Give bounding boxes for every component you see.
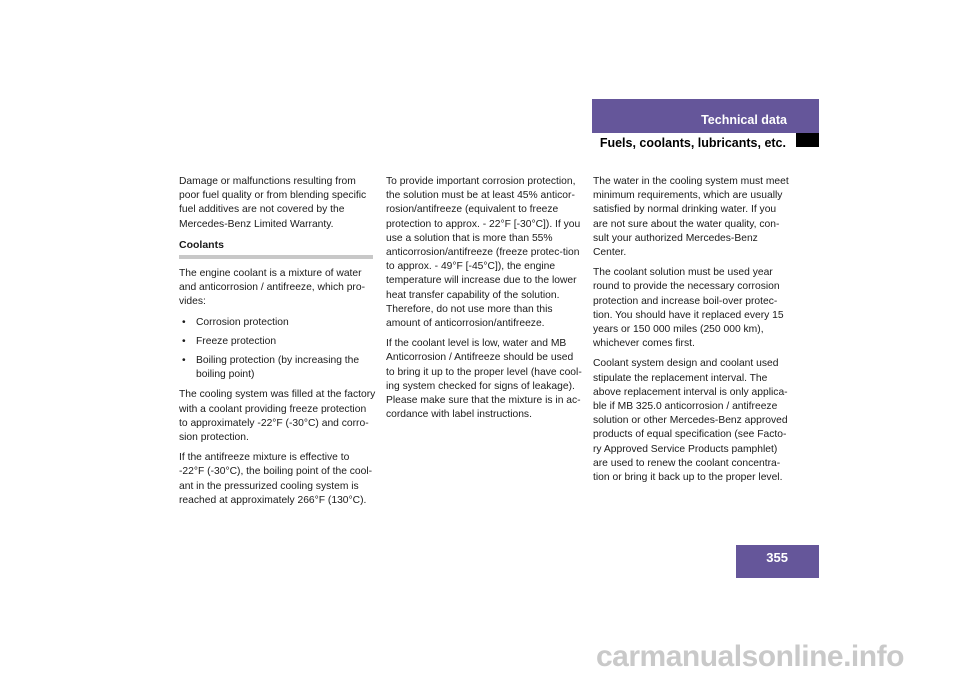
bullet-list <box>179 316 377 383</box>
text-column-3 <box>593 175 793 491</box>
header-bar <box>592 99 819 133</box>
section-title: Technical data <box>701 113 787 127</box>
watermark: carmanualsonline.info <box>596 640 904 673</box>
text-column-1 <box>179 175 377 514</box>
page-number-box <box>736 545 819 578</box>
paragraph: The coolant solution must be used year round to provide the necessary corrosion protection and increase boil-over protec-tion. You should have it replaced every 15 years or 150 000 miles (250 000 km), whichever comes first. <box>593 267 784 350</box>
paragraph: To provide important corrosion protection, the solution must be at least 45% anticor-rosion/antifreeze (equivalent to freeze protection to approx. - 22°F [-30°C]). If you use a solution that is more than 55% anticorrosion/antifreeze (freeze protec-tion to approx. - 49°F [-45°C]), the engine temperature will increase due to the lower heat transfer capability of the solution. Therefore, do not use more than this amount of anticorrosion/antifreeze. <box>386 176 581 330</box>
paragraph: If the antifreeze mixture is effective to -22°F (-30°C), the boiling point of the cool-ant in the pressurized cooling system is reached at approximately 266°F (130°C). <box>179 452 373 506</box>
text-column-2 <box>386 175 582 428</box>
page-number: 355 <box>766 550 788 565</box>
section-subtitle: Fuels, coolants, lubricants, etc. <box>599 136 786 150</box>
paragraph: The water in the cooling system must meet minimum requirements, which are usually satisfied by normal drinking water. If you are not sure about the water quality, con-sult your authorized Mercedes-Benz Center. <box>593 176 789 259</box>
heading-rule <box>179 255 373 259</box>
paragraph: If the coolant level is low, water and MB Anticorrosion / Antifreeze should be used to bring it up to the proper level (have cool-ing system checked for signs of leakage). Please make sure that the mixture is in ac-cordance with label instructions. <box>386 338 582 421</box>
paragraph: The cooling system was filled at the factory with a coolant providing freeze protection to approximately -22°F (-30°C) and corro-sion protection. <box>179 389 376 444</box>
paragraph: The engine coolant is a mixture of water and anticorrosion / antifreeze, which pro-vides: <box>179 268 366 308</box>
list-item: • Freeze protection <box>179 335 377 349</box>
paragraph: Damage or malfunctions resulting from poor fuel quality or from blending specific fuel additives are not covered by the Mercedes-Benz Limited Warranty. <box>179 176 367 230</box>
list-item: • Boiling protection (by increasing the boiling point) <box>179 354 377 382</box>
section-heading-coolants: Coolants <box>179 238 224 251</box>
header-tab-marker <box>796 133 819 147</box>
paragraph: Coolant system design and coolant used stipulate the replacement interval. The above replacement interval is only applica-ble if MB 325.0 anticorrosion / antifreeze solution or other Mercedes-Benz approved products of equal specification (see Facto-ry Approved Service Products pamphlet) are used to renew the coolant concentra-tion or bring it back up to the proper level. <box>593 358 788 484</box>
list-item: • Corrosion protection <box>179 316 377 330</box>
